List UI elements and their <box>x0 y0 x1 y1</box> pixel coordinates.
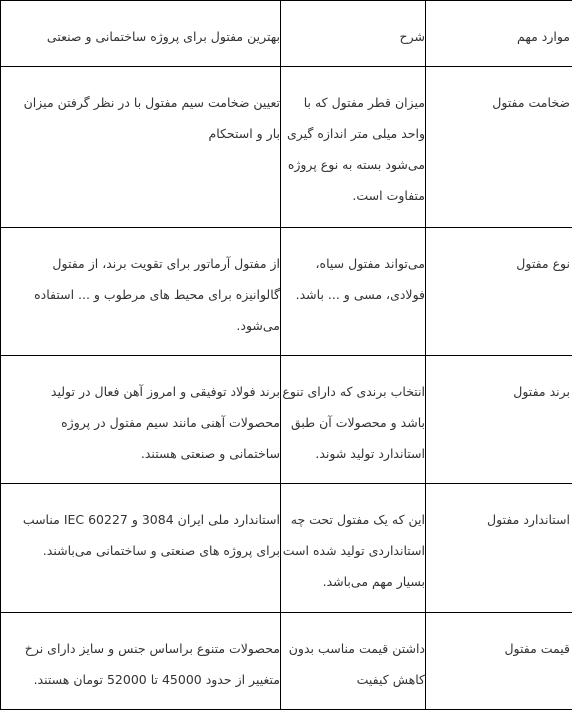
row-best-text: از مفتول آرماتور برای تقویت برند، از مفتول گالوانیزه برای محیط های مرطوب و ... استفاده می‌شود. <box>34 256 280 333</box>
table-row <box>1 356 572 484</box>
row-best-text: برند فولاد توفیقی و امروز آهن فعال در تولید محصولات آهنی مانند سیم مفتول در پروژه ساختمانی و صنعتی هستند. <box>50 384 280 461</box>
row-item-cell <box>426 67 572 228</box>
header-cell-items <box>426 1 572 67</box>
row-item-text: نوع مفتول <box>516 256 570 271</box>
table-row <box>1 613 572 710</box>
header-cell-description <box>281 1 426 67</box>
header-items-label: موارد مهم <box>517 29 570 44</box>
row-best-cell <box>1 613 281 710</box>
header-description-label: شرح <box>399 29 425 44</box>
row-description-text: این که یک مفتول تحت چه استانداردی تولید شده است بسیار مهم می‌باشد. <box>282 512 425 589</box>
row-description-cell <box>281 228 426 356</box>
row-best-cell <box>1 484 281 613</box>
header-best-label: بهترین مفتول برای پروژه ساختمانی و صنعتی <box>46 29 280 44</box>
row-item-text: ضخامت مفتول <box>492 95 570 110</box>
row-best-cell <box>1 228 281 356</box>
row-best-text: محصولات متنوع براساس جنس و سایز دارای نرخ متغییر از حدود 45000 تا 52000 تومان هستند. <box>24 641 280 687</box>
row-description-text: میزان قطر مفتول که با واحد میلی متر اندازه گیری می‌شود بسته به نوع پروژه متفاوت است. <box>286 95 425 203</box>
row-item-cell <box>426 484 572 613</box>
table-row <box>1 67 572 228</box>
row-description-text: می‌تواند مفتول سیاه، فولادی، مسی و ... باشد. <box>295 256 425 302</box>
row-best-text: تعیین ضخامت سیم مفتول با در نظر گرفتن میزان بار و استحکام <box>23 95 280 141</box>
row-best-text: استاندارد ملی ایران 3084 و IEC 60227 مناسب برای پروژه های صنعتی و ساختمانی می‌باشند. <box>22 512 280 558</box>
row-description-text: انتخاب برندی که دارای تنوع باشد و محصولات آن طبق استاندارد تولید شوند. <box>282 384 425 461</box>
row-item-cell <box>426 356 572 484</box>
row-description-text: داشتن قیمت مناسب بدون کاهش کیفیت <box>288 641 425 687</box>
row-item-cell <box>426 228 572 356</box>
row-item-text: قیمت مفتول <box>504 641 570 656</box>
table-row <box>1 484 572 613</box>
row-description-cell <box>281 356 426 484</box>
row-description-cell <box>281 484 426 613</box>
table-header-row <box>1 1 572 67</box>
row-description-cell <box>281 613 426 710</box>
row-item-text: استاندارد مفتول <box>487 512 570 527</box>
row-best-cell <box>1 67 281 228</box>
table-row <box>1 228 572 356</box>
row-best-cell <box>1 356 281 484</box>
header-cell-best <box>1 1 281 67</box>
row-item-text: برند مفتول <box>513 384 570 399</box>
row-description-cell <box>281 67 426 228</box>
row-item-cell <box>426 613 572 710</box>
